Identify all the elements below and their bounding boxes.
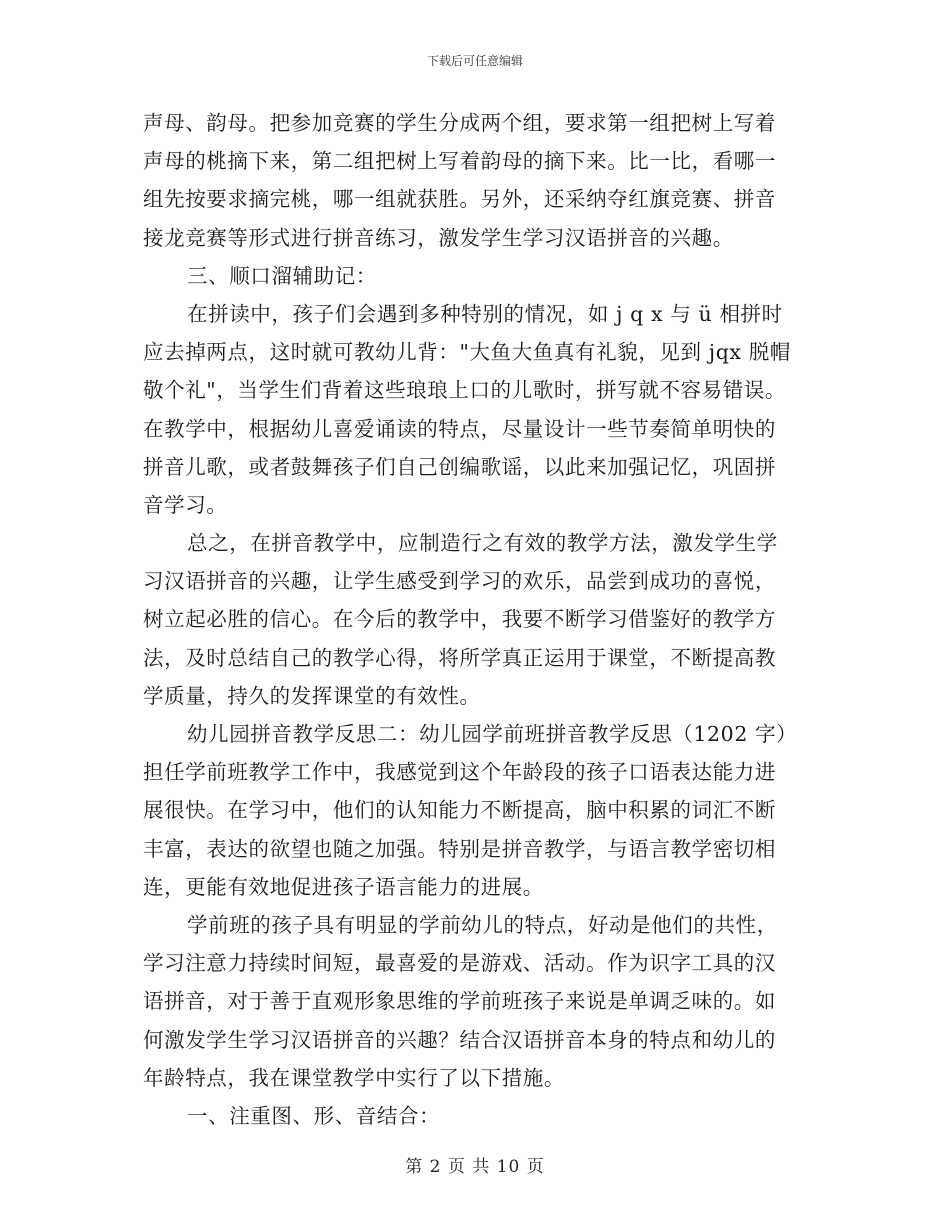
text-line: 树立起必胜的信心。在今后的教学中，我要不断学习借鉴好的教学方 xyxy=(143,607,776,632)
paragraph-reflection-two xyxy=(143,715,803,906)
text-line: 担任学前班教学工作中，我感觉到这个年龄段的孩子口语表达能力进 xyxy=(143,760,776,785)
paragraph-1 xyxy=(143,104,803,257)
text-line: 音学习。 xyxy=(143,492,228,517)
text-line: 在教学中，根据幼儿喜爱诵读的特点，尽量设计一些节奏简单明快的 xyxy=(143,416,776,441)
text-line: 总之，在拼音教学中，应制造行之有效的教学方法，激发学生学 xyxy=(187,531,778,556)
page-number: 第 2 页 共 10 页 xyxy=(405,1157,545,1177)
text-line: 声母、韵母。把参加竞赛的学生分成两个组，要求第一组把树上写着 xyxy=(143,111,776,135)
paragraph-preschool xyxy=(143,906,803,1097)
text-line: 敬个礼"，当学生们背着这些琅琅上口的儿歌时，拼写就不容易错误。 xyxy=(143,378,787,403)
text-line: 学前班的孩子具有明显的学前幼儿的特点，好动是他们的共性， xyxy=(187,912,778,937)
text-line: 组先按要求摘完桃，哪一组就获胜。另外，还采纳夺红旗竞赛、拼音 xyxy=(143,187,776,212)
document-body xyxy=(143,104,803,1135)
text-line: 丰富，表达的欲望也随之加强。特别是拼音教学，与语言教学密切相 xyxy=(143,836,776,861)
text-line: 展很快。在学习中，他们的认知能力不断提高，脑中积累的词汇不断 xyxy=(143,798,776,823)
text-line: 应去掉两点，这时就可教幼儿背："大鱼大鱼真有礼貌，见到 jqx 脱帽 xyxy=(143,340,791,365)
text-line: 年龄特点，我在课堂教学中实行了以下措施。 xyxy=(143,1065,565,1090)
text-line: 三、顺口溜辅助记： xyxy=(187,263,377,288)
text-line: 声母的桃摘下来，第二组把树上写着韵母的摘下来。比一比，看哪一 xyxy=(143,149,776,174)
text-line: 习汉语拼音的兴趣，让学生感受到学习的欢乐，品尝到成功的喜悦， xyxy=(143,569,776,594)
text-line: 语拼音，对于善于直观形象思维的学前班孩子来说是单调乏味的。如 xyxy=(143,989,776,1014)
text-line: 一、注重图、形、音结合： xyxy=(187,1103,441,1128)
text-line: 何激发学生学习汉语拼音的兴趣？结合汉语拼音本身的特点和幼儿的 xyxy=(143,1027,776,1052)
paragraph-rhymes xyxy=(143,295,803,524)
text-line: 接龙竞赛等形式进行拼音练习，激发学生学习汉语拼音的兴趣。 xyxy=(143,225,734,250)
text-line: 连，更能有效地促进孩子语言能力的进展。 xyxy=(143,874,544,899)
text-line: 学质量，持久的发挥课堂的有效性。 xyxy=(143,683,481,708)
section-heading-3 xyxy=(143,257,803,295)
section-heading-1 xyxy=(143,1097,803,1135)
text-line: 幼儿园拼音教学反思二：幼儿园学前班拼音教学反思（1202 字） xyxy=(187,722,798,746)
text-line: 拼音儿歌，或者鼓舞孩子们自己创编歌谣，以此来加强记忆，巩固拼 xyxy=(143,454,776,479)
paragraph-summary xyxy=(143,524,803,715)
text-line: 法，及时总结自己的教学心得，将所学真正运用于课堂，不断提高教 xyxy=(143,645,776,670)
page-header-note: 下载后可任意编辑 xyxy=(426,54,523,68)
text-line: 学习注意力持续时间短，最喜爱的是游戏、活动。作为识字工具的汉 xyxy=(143,951,776,976)
text-line: 在拼读中，孩子们会遇到多种特别的情况，如 j q x 与 ü 相拼时 xyxy=(187,301,783,326)
